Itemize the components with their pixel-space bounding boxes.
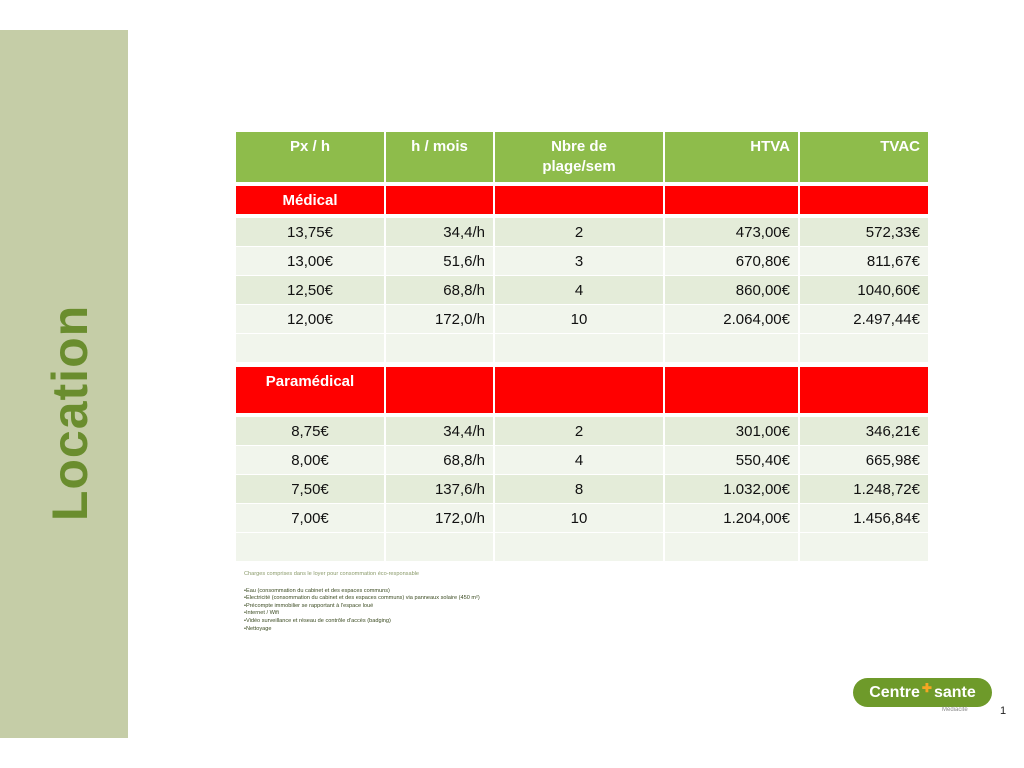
cell-hours: 34,4/h	[386, 417, 493, 446]
cell-htva: 860,00€	[665, 276, 798, 305]
cell-tvac: 665,98€	[800, 446, 928, 475]
header-htva: HTVA	[665, 132, 798, 182]
blank-row	[236, 334, 928, 363]
cell-htva: 301,00€	[665, 417, 798, 446]
list-item: •Eau (consommation du cabinet et des espaces communs)	[244, 587, 390, 594]
list-item: •Electricité (consommation du cabinet et des espaces communs) via panneaux solaire (450 m²)	[244, 595, 480, 602]
pricing-table-container	[236, 132, 924, 562]
cell-price: 13,00€	[236, 247, 384, 276]
section-header-medical	[236, 186, 928, 214]
cell-tvac: 2.497,44€	[800, 305, 928, 334]
table-row	[236, 446, 928, 475]
cell-hours: 34,4/h	[386, 218, 493, 247]
cell-hours: 51,6/h	[386, 247, 493, 276]
list-item: •Précompte immobilier se rapportant à l'espace loué	[244, 602, 374, 609]
cell-slots: 10	[495, 305, 663, 334]
cell-hours: 172,0/h	[386, 305, 493, 334]
table-row	[236, 504, 928, 533]
header-hours-per-month: h / mois	[386, 132, 493, 182]
cell-price: 8,00€	[236, 446, 384, 475]
cell-tvac: 346,21€	[800, 417, 928, 446]
header-tvac: TVAC	[800, 132, 928, 182]
cell-price: 12,00€	[236, 305, 384, 334]
notes-title: Charges comprises dans le loyer pour consommation éco-responsable	[244, 571, 420, 577]
cell-tvac: 572,33€	[800, 218, 928, 247]
cell-htva: 550,40€	[665, 446, 798, 475]
cell-slots: 4	[495, 446, 663, 475]
table-row	[236, 247, 928, 276]
cell-price: 13,75€	[236, 218, 384, 247]
table-header-row	[236, 132, 928, 182]
header-price-per-hour: Px / h	[236, 132, 384, 182]
logo-text-left: Centre	[869, 683, 920, 701]
cell-hours: 137,6/h	[386, 475, 493, 504]
cell-slots: 4	[495, 276, 663, 305]
cell-slots: 10	[495, 504, 663, 533]
logo-subtitle: Médiacité	[942, 707, 968, 713]
list-item: •Internet / Wifi	[244, 610, 279, 617]
cell-hours: 68,8/h	[386, 446, 493, 475]
table-row	[236, 276, 928, 305]
cell-tvac: 1040,60€	[800, 276, 928, 305]
list-item: •Vidéo surveillance et réseau de contrôle d'accès (badging)	[244, 617, 391, 624]
charges-notes	[244, 571, 604, 633]
cell-slots: 2	[495, 218, 663, 247]
sidebar	[0, 30, 128, 738]
pricing-table	[234, 132, 930, 562]
cell-price: 12,50€	[236, 276, 384, 305]
cell-slots: 2	[495, 417, 663, 446]
cell-htva: 2.064,00€	[665, 305, 798, 334]
cell-htva: 670,80€	[665, 247, 798, 276]
cell-price: 8,75€	[236, 417, 384, 446]
cell-htva: 1.032,00€	[665, 475, 798, 504]
cell-tvac: 1.456,84€	[800, 504, 928, 533]
section-label: Médical	[236, 186, 384, 214]
notes-list	[244, 588, 604, 634]
table-row	[236, 218, 928, 247]
cell-htva: 1.204,00€	[665, 504, 798, 533]
cell-slots: 3	[495, 247, 663, 276]
table-row	[236, 475, 928, 504]
page-number: 1	[1000, 705, 1007, 717]
table-row	[236, 417, 928, 446]
centre-sante-logo	[853, 678, 992, 707]
cell-price: 7,00€	[236, 504, 384, 533]
cell-tvac: 811,67€	[800, 247, 928, 276]
cell-hours: 68,8/h	[386, 276, 493, 305]
section-header-paramedical	[236, 367, 928, 413]
cell-price: 7,50€	[236, 475, 384, 504]
page-title: Location	[42, 304, 98, 522]
blank-row	[236, 533, 928, 562]
cell-hours: 172,0/h	[386, 504, 493, 533]
cell-tvac: 1.248,72€	[800, 475, 928, 504]
logo-cross-icon: ✚	[921, 680, 932, 695]
logo-text-right: sante	[933, 683, 976, 701]
cell-htva: 473,00€	[665, 218, 798, 247]
section-label: Paramédical	[236, 367, 384, 413]
table-row	[236, 305, 928, 334]
cell-slots: 8	[495, 475, 663, 504]
header-slots-per-week: Nbre de plage/sem	[495, 132, 663, 182]
list-item: •Nettoyage	[244, 625, 272, 632]
